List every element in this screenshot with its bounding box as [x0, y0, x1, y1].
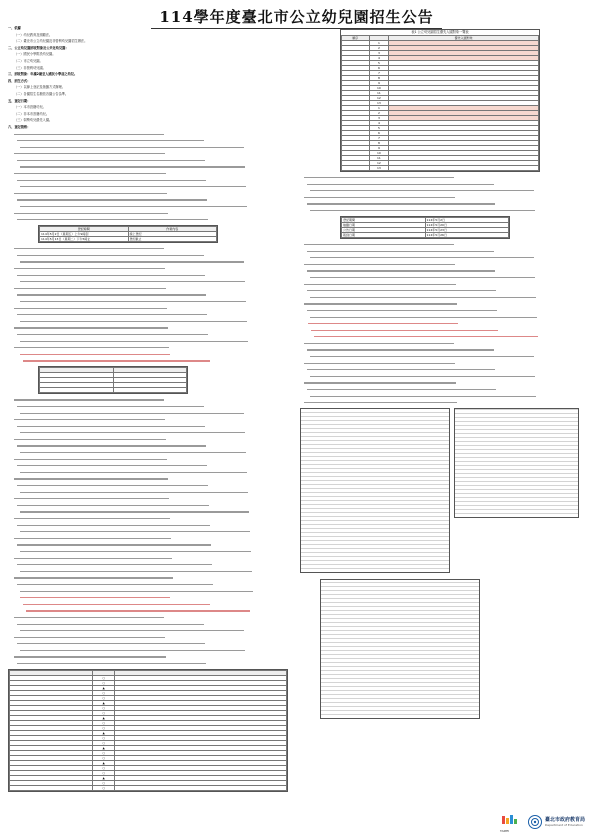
sub-table-cell — [40, 388, 114, 393]
priority-header: 順序 — [342, 36, 370, 41]
date-cell: 114年5月2日 — [425, 217, 509, 222]
sub-table-cell — [113, 388, 187, 393]
process-table-cell: ○ — [93, 706, 115, 711]
text-line-label: 二、公立幼兒園招收對象及公共化幼兒園： — [8, 45, 69, 50]
priority-table-cell: 7 — [369, 71, 389, 76]
taipei-logo-icon — [500, 815, 520, 829]
filler-line — [8, 171, 292, 176]
process-table-cell: ○ — [93, 711, 115, 716]
process-table-cell: ▲ — [93, 686, 115, 691]
priority-table-cell: 5 — [369, 126, 389, 131]
priority-table-cell: 2 — [369, 111, 389, 116]
filler-line — [8, 470, 292, 475]
filler-line — [8, 595, 292, 600]
filler-line — [300, 380, 585, 385]
footer-logos — [499, 815, 585, 833]
priority-table-cell — [342, 166, 370, 171]
priority-table-cell: 2 — [369, 46, 389, 51]
filler-line — [300, 328, 585, 333]
filler-line — [300, 175, 585, 180]
filler-line — [8, 608, 292, 613]
priority-table-cell: 8 — [369, 76, 389, 81]
filler-line — [8, 184, 292, 189]
text-line — [8, 66, 292, 71]
filler-line — [8, 151, 292, 156]
right-column — [300, 26, 585, 826]
filler-line — [8, 582, 292, 587]
process-table-cell: ▲ — [93, 731, 115, 736]
filler-line — [300, 188, 585, 193]
filler-line — [8, 191, 292, 196]
priority-table-cell: 3 — [369, 116, 389, 121]
filler-line — [300, 367, 585, 372]
priority-table-cell: 9 — [369, 81, 389, 86]
date-table — [341, 217, 509, 238]
gov-sub: Department of Education — [544, 823, 583, 827]
filler-line — [8, 299, 292, 304]
filler-line — [300, 361, 585, 366]
schedule-cell: 114年5月13日（星期二）下午5時止 — [40, 237, 129, 242]
filler-line — [8, 463, 292, 468]
priority-table-cell: 12 — [369, 161, 389, 166]
priority-header: 優先入園對象 — [389, 36, 539, 41]
priority-table-cell: 8 — [369, 141, 389, 146]
schedule-box — [38, 225, 218, 243]
filler-line — [300, 347, 585, 352]
text-line-label: （三）弱勢幼兒優先入園。 — [14, 118, 53, 123]
filler-line — [300, 341, 585, 346]
filler-line — [8, 641, 292, 646]
filler-line — [300, 321, 585, 326]
text-line-label: （一）幼兒教育及照顧法。 — [14, 32, 53, 37]
filler-line — [8, 211, 292, 216]
filler-line — [8, 132, 292, 137]
filler-line — [8, 204, 292, 209]
process-table-cell — [10, 786, 93, 791]
process-table-cell: ○ — [93, 771, 115, 776]
schedule-cell: 登記截止 — [128, 237, 217, 242]
text-line — [8, 112, 292, 117]
text-line-label: 六、登記資格： — [8, 124, 31, 129]
filler-line — [300, 400, 585, 405]
text-line-label: （二）非本市設籍幼兒。 — [14, 111, 50, 116]
filler-line — [8, 622, 292, 627]
filler-line — [8, 164, 292, 169]
filler-line — [8, 138, 292, 143]
process-table-cell: ▲ — [93, 761, 115, 766]
filler-line — [8, 589, 292, 594]
filler-line — [8, 483, 292, 488]
filler-line — [8, 536, 292, 541]
priority-table-cell: 6 — [369, 131, 389, 136]
title-area — [0, 0, 593, 26]
filler-line — [300, 295, 585, 300]
text-line — [8, 79, 292, 84]
filler-line — [300, 301, 585, 306]
process-table-cell: ○ — [93, 781, 115, 786]
filler-line — [300, 354, 585, 359]
text-line — [8, 46, 292, 51]
filler-line — [8, 457, 292, 462]
text-line — [8, 92, 292, 97]
filler-line — [8, 450, 292, 455]
sub-table — [39, 367, 187, 393]
filler-line — [8, 292, 292, 297]
text-line-label: 五、登記日期： — [8, 98, 31, 103]
filler-line — [8, 516, 292, 521]
priority-table-cell: 12 — [369, 96, 389, 101]
filler-line — [8, 253, 292, 258]
sub-table-box — [38, 366, 188, 394]
date-cell: 公告日期 — [342, 227, 426, 232]
text-line — [8, 118, 292, 123]
taipei-label: TAIPEI — [499, 829, 510, 833]
filler-line — [8, 443, 292, 448]
text-line-label: 四、招生方式： — [8, 78, 31, 83]
filler-line — [8, 523, 292, 528]
text-line — [8, 105, 292, 110]
priority-table-cell: 1 — [369, 41, 389, 46]
priority-table — [341, 35, 539, 171]
filler-line — [8, 273, 292, 278]
priority-table-cell: 4 — [369, 121, 389, 126]
gov-logo — [528, 815, 585, 829]
filler-line — [8, 197, 292, 202]
filler-line — [8, 549, 292, 554]
filler-line — [8, 312, 292, 317]
process-table-cell: ○ — [93, 681, 115, 686]
filler-line — [8, 556, 292, 561]
school-list-table — [300, 408, 450, 573]
filler-line — [8, 339, 292, 344]
filler-line — [300, 195, 585, 200]
filler-line — [8, 352, 292, 357]
priority-table-caption: 表1 公立幼兒園招生優先入園對象一覽表 — [411, 30, 469, 34]
filler-line — [8, 417, 292, 422]
priority-table-cell: 10 — [369, 86, 389, 91]
filler-line — [8, 569, 292, 574]
filler-line — [300, 255, 585, 260]
text-line — [8, 125, 292, 130]
filler-line — [300, 275, 585, 280]
date-cell: 抽籤日期 — [342, 222, 426, 227]
seal-icon — [528, 815, 542, 829]
priority-table-cell: 11 — [369, 156, 389, 161]
schedule-header: 作業內容 — [128, 227, 217, 232]
process-table-cell: ▲ — [93, 746, 115, 751]
filler-line — [300, 249, 585, 254]
process-table-cell: ○ — [93, 766, 115, 771]
filler-line — [8, 496, 292, 501]
filler-line — [8, 217, 292, 222]
text-line — [8, 59, 292, 64]
filler-line — [8, 661, 292, 666]
schedule-header: 登記時間 — [40, 227, 129, 232]
filler-line — [8, 615, 292, 620]
process-table-cell: ○ — [93, 786, 115, 791]
filler-line — [300, 308, 585, 313]
date-table-box — [340, 216, 510, 239]
filler-line — [8, 145, 292, 150]
filler-line — [300, 387, 585, 392]
filler-line — [8, 503, 292, 508]
filler-line — [8, 648, 292, 653]
text-line-label: 三、招收對象：年滿2歲至入國民小學前之幼兒。 — [8, 72, 78, 77]
filler-line — [8, 430, 292, 435]
text-line-label: （二）臺北市公立幼兒園及非營利幼兒園招生辦法。 — [14, 39, 88, 44]
date-cell: 114年5月20日 — [425, 222, 509, 227]
filler-line — [8, 345, 292, 350]
priority-table-cell: 5 — [369, 61, 389, 66]
filler-line — [8, 654, 292, 659]
filler-line — [8, 437, 292, 442]
date-cell: 114年5月26日 — [425, 232, 509, 237]
page-title: 114學年度臺北市公立幼兒園招生公告 — [151, 5, 441, 29]
priority-table-cell: 7 — [369, 136, 389, 141]
filler-line — [8, 602, 292, 607]
filler-line — [300, 394, 585, 399]
priority-table-cell: 10 — [369, 151, 389, 156]
school-list-table-3 — [320, 579, 480, 719]
priority-table-cell: 13 — [369, 101, 389, 106]
text-line — [8, 99, 292, 104]
process-table-cell: ○ — [93, 756, 115, 761]
schedule-cell: 線上登記 — [128, 232, 217, 237]
process-table-cell: ○ — [93, 721, 115, 726]
school-list-table-2 — [454, 408, 579, 518]
text-line — [8, 33, 292, 38]
filler-line — [8, 279, 292, 284]
process-table-cell — [115, 786, 287, 791]
process-table-cell: ▲ — [93, 776, 115, 781]
text-line — [8, 72, 292, 77]
filler-line — [8, 490, 292, 495]
filler-line — [300, 315, 585, 320]
process-table-cell: ○ — [93, 691, 115, 696]
schedule-cell: 114年5月2日（星期五）上午9時起 — [40, 232, 129, 237]
priority-table-cell: 6 — [369, 66, 389, 71]
filler-line — [8, 286, 292, 291]
gov-name: 臺北市政府教育局 — [544, 817, 585, 823]
filler-line — [8, 246, 292, 251]
schedule-table — [39, 226, 217, 242]
filler-line — [8, 158, 292, 163]
process-table-cell: ▲ — [93, 716, 115, 721]
text-line-label: （一）本市設籍幼兒。 — [14, 105, 46, 110]
process-table-cell: ○ — [93, 751, 115, 756]
filler-line — [8, 319, 292, 324]
filler-line — [8, 476, 292, 481]
filler-line — [8, 411, 292, 416]
date-cell: 114年5月23日 — [425, 227, 509, 232]
process-table-box — [8, 669, 288, 792]
filler-line — [8, 178, 292, 183]
text-line-label: （一）國民小學附設幼兒園。 — [14, 52, 56, 57]
text-line — [8, 26, 292, 31]
filler-line — [8, 562, 292, 567]
priority-table-cell: 13 — [369, 166, 389, 171]
priority-table-cell: 9 — [369, 146, 389, 151]
text-line — [8, 39, 292, 44]
filler-line — [8, 397, 292, 402]
filler-line — [300, 282, 585, 287]
filler-line — [300, 201, 585, 206]
process-table-cell: ○ — [93, 736, 115, 741]
filler-line — [8, 575, 292, 580]
filler-line — [8, 358, 292, 363]
filler-line — [8, 628, 292, 633]
filler-line — [8, 542, 292, 547]
priority-table-cell: 1 — [369, 106, 389, 111]
filler-line — [300, 208, 585, 213]
text-line-label: （一）以線上登記及抽籤方式辦理。 — [14, 85, 65, 90]
date-cell: 登記期間 — [342, 217, 426, 222]
taipei-logo — [500, 815, 520, 829]
filler-line — [8, 509, 292, 514]
text-line — [8, 85, 292, 90]
filler-line — [8, 635, 292, 640]
process-table-cell: ○ — [93, 741, 115, 746]
filler-line — [300, 182, 585, 187]
filler-line — [300, 288, 585, 293]
priority-table-cell: 3 — [369, 51, 389, 56]
process-table-cell: ○ — [93, 726, 115, 731]
filler-line — [8, 424, 292, 429]
filler-line — [8, 529, 292, 534]
process-table — [9, 670, 287, 791]
filler-line — [8, 259, 292, 264]
filler-line — [300, 262, 585, 267]
filler-line — [8, 306, 292, 311]
process-table-cell: ▲ — [93, 701, 115, 706]
priority-table-cell — [389, 166, 539, 171]
filler-line — [300, 268, 585, 273]
filler-line — [8, 266, 292, 271]
text-line — [8, 52, 292, 57]
process-table-cell: ○ — [93, 676, 115, 681]
filler-line — [300, 334, 585, 339]
filler-line — [8, 325, 292, 330]
filler-line — [8, 404, 292, 409]
filler-line — [300, 374, 585, 379]
text-line-label: （三）非營利幼兒園。 — [14, 65, 46, 70]
priority-table-cell: 11 — [369, 91, 389, 96]
text-line-label: （二）市立幼兒園。 — [14, 58, 43, 63]
priority-table-cell: 4 — [369, 56, 389, 61]
text-line-label: 一、依據 — [8, 26, 21, 30]
priority-table-box — [340, 29, 540, 172]
filler-line — [8, 332, 292, 337]
text-line-label: （二）各園招生名額依各園公告為準。 — [14, 91, 69, 96]
date-cell: 報到日期 — [342, 232, 426, 237]
filler-line — [300, 242, 585, 247]
left-column — [8, 26, 292, 826]
process-table-cell: ○ — [93, 696, 115, 701]
